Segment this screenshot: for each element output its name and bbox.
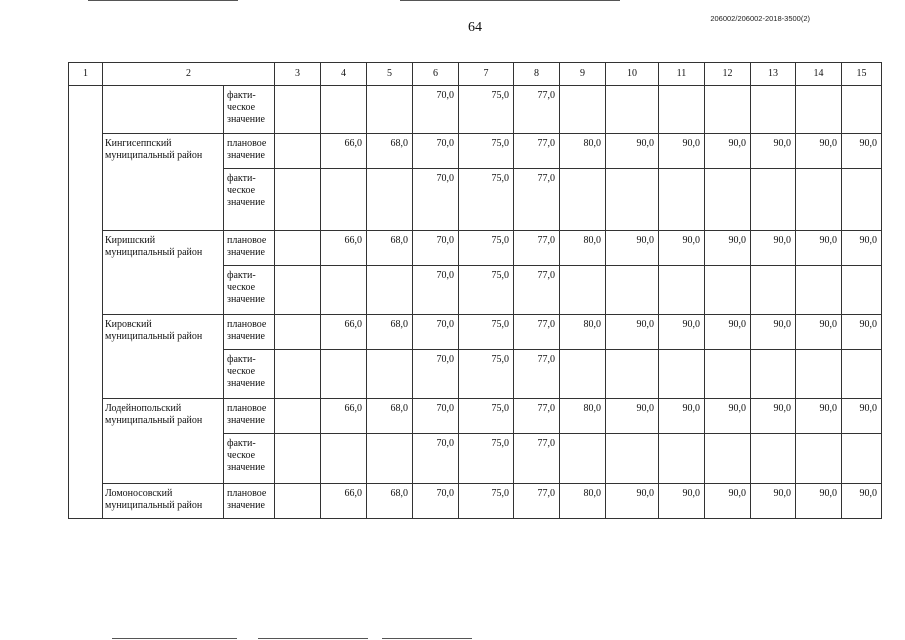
table-row bbox=[69, 315, 882, 350]
value-cell: 90,0 bbox=[796, 399, 842, 434]
district-name-cell: Лодейнопольский муниципальный район bbox=[103, 399, 224, 484]
value-cell: 90,0 bbox=[751, 399, 796, 434]
value-cell: 90,0 bbox=[842, 484, 882, 519]
value-cell: 90,0 bbox=[842, 399, 882, 434]
value-cell bbox=[560, 86, 606, 134]
value-cell bbox=[560, 266, 606, 315]
value-cell: 70,0 bbox=[413, 399, 459, 434]
value-cell bbox=[659, 350, 705, 399]
value-type-cell: факти- ческое значение bbox=[224, 86, 275, 134]
value-cell: 90,0 bbox=[606, 484, 659, 519]
value-cell bbox=[659, 169, 705, 231]
value-cell: 75,0 bbox=[459, 134, 514, 169]
value-cell: 77,0 bbox=[514, 231, 560, 266]
value-cell: 90,0 bbox=[842, 134, 882, 169]
column-header: 15 bbox=[842, 63, 882, 86]
value-cell: 75,0 bbox=[459, 169, 514, 231]
column-3-cell bbox=[275, 231, 321, 266]
column-3-cell bbox=[275, 134, 321, 169]
row-number-cell bbox=[69, 86, 103, 519]
value-cell: 80,0 bbox=[560, 399, 606, 434]
value-cell: 90,0 bbox=[659, 315, 705, 350]
column-header: 12 bbox=[705, 63, 751, 86]
column-header: 11 bbox=[659, 63, 705, 86]
value-cell bbox=[321, 169, 367, 231]
value-cell: 90,0 bbox=[606, 315, 659, 350]
value-cell: 66,0 bbox=[321, 134, 367, 169]
value-cell: 80,0 bbox=[560, 231, 606, 266]
value-cell: 90,0 bbox=[659, 231, 705, 266]
value-cell bbox=[705, 86, 751, 134]
district-name-cell: Кировский муниципальный район bbox=[103, 315, 224, 399]
value-cell bbox=[705, 266, 751, 315]
value-cell: 77,0 bbox=[514, 399, 560, 434]
scan-top-line-right bbox=[400, 0, 620, 1]
value-type-cell: плановое значение bbox=[224, 484, 275, 519]
value-cell: 66,0 bbox=[321, 484, 367, 519]
table-row bbox=[69, 134, 882, 169]
column-header: 7 bbox=[459, 63, 514, 86]
value-cell bbox=[606, 169, 659, 231]
value-type-cell: плановое значение bbox=[224, 399, 275, 434]
column-3-cell bbox=[275, 434, 321, 484]
value-cell bbox=[751, 434, 796, 484]
value-cell bbox=[659, 266, 705, 315]
value-cell: 90,0 bbox=[705, 134, 751, 169]
column-header: 9 bbox=[560, 63, 606, 86]
scan-bottom-line-mid bbox=[258, 638, 368, 639]
value-cell: 70,0 bbox=[413, 169, 459, 231]
value-cell: 77,0 bbox=[514, 350, 560, 399]
value-cell: 90,0 bbox=[705, 484, 751, 519]
value-cell bbox=[367, 86, 413, 134]
value-cell bbox=[367, 434, 413, 484]
value-cell: 66,0 bbox=[321, 399, 367, 434]
value-cell bbox=[796, 169, 842, 231]
value-cell bbox=[796, 86, 842, 134]
document-code: 206002/206002-2018-3500(2) bbox=[710, 14, 810, 23]
table-row bbox=[69, 484, 882, 519]
value-cell bbox=[751, 169, 796, 231]
value-cell: 80,0 bbox=[560, 315, 606, 350]
value-cell bbox=[659, 434, 705, 484]
value-cell: 75,0 bbox=[459, 231, 514, 266]
value-cell bbox=[367, 266, 413, 315]
value-cell: 90,0 bbox=[751, 231, 796, 266]
value-cell: 68,0 bbox=[367, 315, 413, 350]
value-cell: 90,0 bbox=[842, 231, 882, 266]
column-header: 14 bbox=[796, 63, 842, 86]
value-cell: 90,0 bbox=[659, 484, 705, 519]
value-cell bbox=[321, 86, 367, 134]
value-cell bbox=[560, 350, 606, 399]
value-cell: 77,0 bbox=[514, 134, 560, 169]
indicator-table bbox=[68, 62, 882, 519]
value-cell bbox=[560, 434, 606, 484]
value-cell: 75,0 bbox=[459, 266, 514, 315]
value-cell: 90,0 bbox=[705, 315, 751, 350]
value-cell: 90,0 bbox=[796, 134, 842, 169]
value-type-cell: плановое значение bbox=[224, 231, 275, 266]
value-cell: 70,0 bbox=[413, 350, 459, 399]
value-cell bbox=[606, 266, 659, 315]
column-3-cell bbox=[275, 315, 321, 350]
value-cell: 77,0 bbox=[514, 484, 560, 519]
value-cell: 90,0 bbox=[751, 315, 796, 350]
value-cell bbox=[751, 350, 796, 399]
value-type-cell: факти- ческое значение bbox=[224, 266, 275, 315]
value-cell: 68,0 bbox=[367, 399, 413, 434]
value-type-cell: факти- ческое значение bbox=[224, 434, 275, 484]
value-cell bbox=[796, 434, 842, 484]
column-3-cell bbox=[275, 266, 321, 315]
value-cell: 70,0 bbox=[413, 484, 459, 519]
value-cell bbox=[659, 86, 705, 134]
column-number-row bbox=[69, 63, 882, 86]
column-header: 6 bbox=[413, 63, 459, 86]
column-header: 10 bbox=[606, 63, 659, 86]
column-3-cell bbox=[275, 169, 321, 231]
value-cell: 80,0 bbox=[560, 134, 606, 169]
value-cell bbox=[606, 434, 659, 484]
column-header: 5 bbox=[367, 63, 413, 86]
value-cell bbox=[796, 350, 842, 399]
value-cell bbox=[842, 434, 882, 484]
value-cell: 75,0 bbox=[459, 434, 514, 484]
value-cell: 70,0 bbox=[413, 134, 459, 169]
value-cell: 77,0 bbox=[514, 266, 560, 315]
district-name-cell: Ломоносовский муниципальный район bbox=[103, 484, 224, 519]
table-row bbox=[69, 399, 882, 434]
value-cell: 90,0 bbox=[796, 484, 842, 519]
value-cell: 90,0 bbox=[751, 484, 796, 519]
value-type-cell: плановое значение bbox=[224, 134, 275, 169]
value-cell: 68,0 bbox=[367, 231, 413, 266]
value-cell: 90,0 bbox=[796, 231, 842, 266]
scan-bottom-line-right bbox=[382, 638, 472, 639]
value-cell: 90,0 bbox=[606, 399, 659, 434]
value-cell: 66,0 bbox=[321, 315, 367, 350]
value-cell bbox=[367, 169, 413, 231]
value-cell: 75,0 bbox=[459, 86, 514, 134]
column-header: 3 bbox=[275, 63, 321, 86]
value-cell bbox=[842, 86, 882, 134]
value-cell: 90,0 bbox=[751, 134, 796, 169]
column-header: 4 bbox=[321, 63, 367, 86]
value-cell bbox=[751, 86, 796, 134]
table-row bbox=[69, 231, 882, 266]
column-3-cell bbox=[275, 399, 321, 434]
value-cell bbox=[321, 266, 367, 315]
value-type-cell: факти- ческое значение bbox=[224, 350, 275, 399]
value-cell bbox=[751, 266, 796, 315]
value-cell bbox=[796, 266, 842, 315]
value-cell: 77,0 bbox=[514, 169, 560, 231]
value-cell: 90,0 bbox=[796, 315, 842, 350]
page-number: 64 bbox=[468, 20, 482, 35]
column-header: 2 bbox=[103, 63, 275, 86]
value-cell: 70,0 bbox=[413, 315, 459, 350]
value-cell: 70,0 bbox=[413, 86, 459, 134]
value-cell bbox=[367, 350, 413, 399]
value-cell: 77,0 bbox=[514, 86, 560, 134]
value-cell bbox=[705, 169, 751, 231]
value-cell bbox=[842, 169, 882, 231]
value-cell: 90,0 bbox=[659, 134, 705, 169]
district-name-cell: Кингисеппский муниципальный район bbox=[103, 134, 224, 231]
value-cell: 77,0 bbox=[514, 315, 560, 350]
value-cell: 90,0 bbox=[606, 134, 659, 169]
value-cell: 75,0 bbox=[459, 484, 514, 519]
value-cell: 90,0 bbox=[705, 231, 751, 266]
value-cell bbox=[705, 350, 751, 399]
value-cell bbox=[842, 350, 882, 399]
value-cell: 75,0 bbox=[459, 399, 514, 434]
value-cell: 66,0 bbox=[321, 231, 367, 266]
column-3-cell bbox=[275, 484, 321, 519]
value-cell: 90,0 bbox=[659, 399, 705, 434]
value-cell: 68,0 bbox=[367, 484, 413, 519]
value-cell: 70,0 bbox=[413, 231, 459, 266]
value-cell: 70,0 bbox=[413, 266, 459, 315]
value-cell: 90,0 bbox=[606, 231, 659, 266]
value-cell: 90,0 bbox=[705, 399, 751, 434]
value-cell: 75,0 bbox=[459, 315, 514, 350]
value-cell bbox=[705, 434, 751, 484]
value-cell bbox=[321, 350, 367, 399]
value-cell: 70,0 bbox=[413, 434, 459, 484]
value-type-cell: факти- ческое значение bbox=[224, 169, 275, 231]
value-cell bbox=[842, 266, 882, 315]
value-type-cell: плановое значение bbox=[224, 315, 275, 350]
value-cell bbox=[321, 434, 367, 484]
value-cell bbox=[560, 169, 606, 231]
column-header: 13 bbox=[751, 63, 796, 86]
district-name-cell: Киришский муниципальный район bbox=[103, 231, 224, 315]
column-header: 8 bbox=[514, 63, 560, 86]
column-3-cell bbox=[275, 350, 321, 399]
scan-top-line-left bbox=[88, 0, 238, 1]
value-cell bbox=[606, 86, 659, 134]
scan-bottom-line-left bbox=[112, 638, 237, 639]
value-cell bbox=[606, 350, 659, 399]
value-cell: 80,0 bbox=[560, 484, 606, 519]
value-cell: 90,0 bbox=[842, 315, 882, 350]
column-header: 1 bbox=[69, 63, 103, 86]
value-cell: 68,0 bbox=[367, 134, 413, 169]
district-name-cell bbox=[103, 86, 224, 134]
value-cell: 75,0 bbox=[459, 350, 514, 399]
table-row bbox=[69, 86, 882, 134]
value-cell: 77,0 bbox=[514, 434, 560, 484]
column-3-cell bbox=[275, 86, 321, 134]
